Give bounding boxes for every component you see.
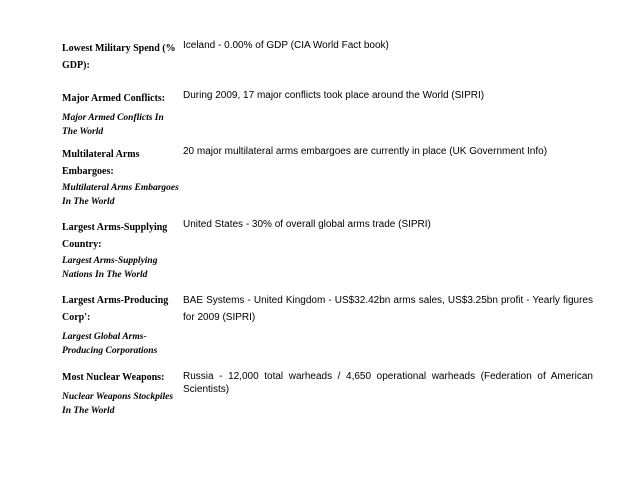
- fact-value: During 2009, 17 major conflicts took place around the World (SIPRI): [183, 90, 485, 101]
- fact-sublabel-link[interactable]: Nuclear Weapons Stockpiles In The World: [62, 392, 174, 416]
- fact-value: 20 major multilateral arms embargoes are currently in place (UK Government Info): [183, 146, 548, 157]
- fact-value: United States - 30% of overall global arms trade (SIPRI): [183, 219, 431, 230]
- fact-label: Largest Arms-Producing Corp':: [62, 295, 169, 323]
- fact-label: Largest Arms-Supplying Country:: [62, 222, 168, 250]
- fact-value: Iceland - 0.00% of GDP (CIA World Fact book): [183, 40, 389, 51]
- fact-label: Lowest Military Spend (% GDP):: [62, 43, 176, 71]
- fact-label: Major Armed Conflicts:: [62, 93, 166, 104]
- fact-sublabel-link[interactable]: Multilateral Arms Embargoes In The World: [62, 183, 179, 207]
- fact-value: BAE Systems - United Kingdom - US$32.42bn arms sales, US$3.25bn profit - Yearly figures for 2009 (SIPRI): [183, 295, 593, 323]
- fact-sublabel-link[interactable]: Major Armed Conflicts In The World: [62, 113, 164, 137]
- fact-sublabel-link[interactable]: Largest Arms-Supplying Nations In The World: [62, 256, 158, 280]
- fact-value: Russia - 12,000 total warheads / 4,650 operational warheads (Federation of American Scientists): [183, 371, 593, 395]
- fact-sublabel-link[interactable]: Largest Global Arms-Producing Corporations: [62, 332, 158, 356]
- fact-label: Multilateral Arms Embargoes:: [62, 149, 140, 177]
- fact-label: Most Nuclear Weapons:: [62, 372, 165, 383]
